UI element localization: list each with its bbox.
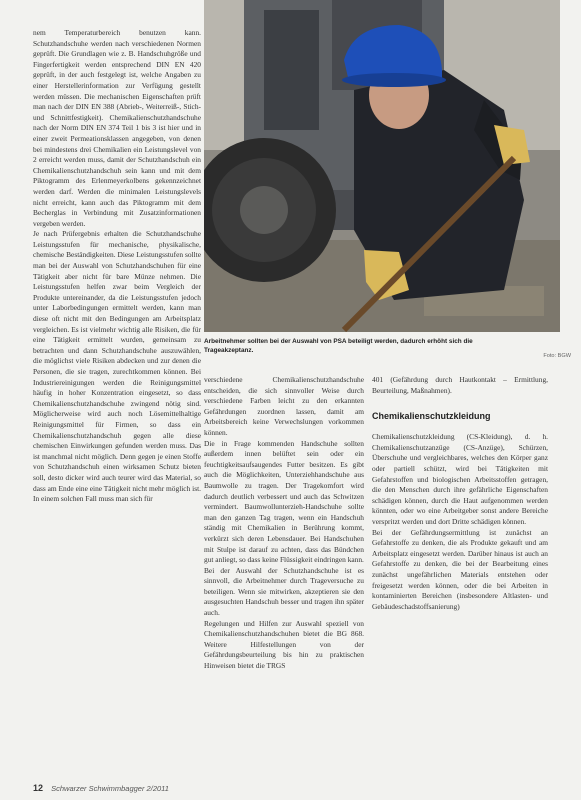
caption-text: Arbeitnehmer sollten bei der Auswahl von PSA beteiligt werden, dadurch erhöht sich die Trageakzeptanz. xyxy=(204,338,473,354)
photo-caption xyxy=(204,338,554,355)
text-column-1 xyxy=(33,28,201,766)
paragraph: Die in Frage kommenden Handschuhe sollten außerdem innen belüftet sein oder ein feuchtigkeitsaufsaugendes Futter besitzen. Es gibt auch die Möglichkeiten, Unterziehhandschuhe aus Baumwolle zu tragen. Der Tragekomfort wird dadurch deutlich verbessert und auch das Schwitzen vermindert. Baumwollunterzieh-Handschuhe sollte man den ganzen Tag tragen, wenn ein Handschuh ständig mit Chemikalien in Berührung kommt, verkürzt sich deren Lebensdauer. Bei Handschuhen mit Stulpe ist darauf zu achten, dass das Bündchen gut anliegt, so dass keine Flüssigkeit eindringen kann. xyxy=(204,438,364,565)
paragraph: Regelungen und Hilfen zur Auswahl speziell von Chemikalienschutzhandschuhen bietet die BG 868. Weitere Hilfestellungen von der Gefährdungsbeurteilung bis hin zu praktischen Hinweisen bietet die TRGS xyxy=(204,618,364,671)
photo-credit: Foto: BGW xyxy=(543,353,571,359)
paragraph: Chemikalienschutzkleidung (CS-Kleidung), d. h. Chemikalienschutzanzüge (CS-Anzüge), Schürzen, Überschuhe und vergleichbares, welches den Körper ganz oder partiell schützt, wird bei Tätigkeiten mit Gefahrstoffen und biologischen Arbeitsstoffen getragen, die den Menschen durch ihre gefährliche Eigenschaften schädigen können, durch die Haut aufgenommen werden könnten, oder wo eine Arbeitgeber sonst andere Bereiche verspritzt werden und dort Dritte schädigen können. xyxy=(372,432,548,526)
paragraph: 401 (Gefährdung durch Hautkontakt – Ermittlung, Beurteilung, Maßnahmen). xyxy=(372,375,548,395)
paragraph: Bei der Auswahl der Schutzhandschuhe ist es sinnvoll, die Arbeitnehmer durch Trageversuche zu beteiligen. Wenn sie mitwirken, akzeptieren sie den ausgesuchten Handschuh besser und tragen ihn später auch. xyxy=(204,565,364,618)
paragraph: Bei der Gefährdungsermittlung ist zunächst an Gefahrstoffe zu denken, die als Produkte gekauft und am Arbeitsplatz eingesetzt werden. Darüber hinaus ist auch an Gefahrstoffe zu denken, die bei der Bearbeitung eines zunächst ungefährlichen Materials entstehen oder freigesetzt werden können, oder die bei Arbeiten in kontaminierten Bereichen (insbesondere Altlasten- und Gebäudeschadstoffsanierung) xyxy=(372,527,548,611)
section-heading: Chemikalienschutzkleidung xyxy=(372,411,491,422)
paragraph: verschiedene Chemikalienschutzhandschuhe entscheiden, die sich sinnvoller Weise durch verschiedene Farben leicht zu den erkannten Gefährdungen zuordnen lassen, damit am Arbeitsbereich keine Verwechslungen vorkommen können. xyxy=(204,375,364,437)
worker-photo xyxy=(204,0,560,332)
paragraph: nem Temperaturbereich benutzen kann. Schutzhandschuhe werden nach verschiedenen Normen geprüft. Die Grundlagen wie z. B. Handschuhgröße und Fingerfertigkeit werden entsprechend DIN EN 420 geprüft, in der auch festgelegt ist, welche Angaben zu einer Herstellerinformation zur Verfügung gestellt werden müssen. Die mechanischen Eigenschaften prüft man nach der DIN EN 388 (Abrieb-, Weiterreiß-, Stich- und Schnittfestigkeit). Chemikalienschutzhandschuhe nach der Norm DIN EN 374 Teil 1 bis 3 ist hier und in einer zweit Permeationsklassen angegeben, von denen bei mindestens drei Chemikalien ein Leistungslevel von 2 erreicht werden muss, damit der Schutzhandschuh ein Chemikalienschutzhandschuh sein kann und mit dem Piktogramm des Erlenmeyerkolbens gekennzeichnet werden darf. Werden die minimalen Leistungslevels nicht erreicht, kann auch das Piktogramm mit dem Becherglas in Verbindung mit Zusatzinformationen vergeben werden. xyxy=(33,28,201,228)
text-column-2 xyxy=(204,375,364,768)
text-column-3 xyxy=(372,375,548,768)
paragraph: Je nach Prüfergebnis erhalten die Schutzhandschuhe Leistungsstufen für mechanische, physikalische, chemische Beständigkeiten. Diese Leistungsstufen sollte man bei der Auswahl von Schutzhandschuhen für eine Tätigkeit aber nicht für bare Münze nehmen. Die Leistungsstufen helfen zwar beim Vergleich der Produkte untereinander, da die Leistungsstufen jedoch unter Laborbedingungen ermittelt werden, kann man diese oft nicht mit den Bedingungen am Arbeitsplatz vergleichen. Es ist vielmehr wichtig alle Risiken, die für eine Tätigkeit ermittelt wurden, gemeinsam zu betrachten und dann Schutzhandschuhe auszuwählen, die möglichst viele Risiken abdecken und zur denen die Personen, die sie tragen, zurechtkommen können. Bei Industriereinigungen werden die Reinigungsmittel häufig in hoher Konzentration eingesetzt, so dass Chemikalienschutzhandschuhe zwingend nötig sind. Möglicherweise wird auch noch Lösemittelhaltige Reinigungsmittel für Firmen, so dass ein Chemikalienschutzhandschuh gegen alle diese chemischen Einwirkungen gefunden werden muss. Das ist manchmal nicht möglich. Denn gegen je einen Stoffe von Schutzhandschuh einen wirksamen Schutz bieten soll, desto dicker wird auch teurer wird das Material, so dass am Ende eine eine Tätigkeit nicht mehr möglich ist. In einem solchen Fall muss man sich für xyxy=(33,229,201,504)
magazine-name: Schwarzer Schwimmbagger 2/2011 xyxy=(51,784,169,793)
page-number: 12 xyxy=(33,783,44,793)
page-footer xyxy=(33,783,333,795)
